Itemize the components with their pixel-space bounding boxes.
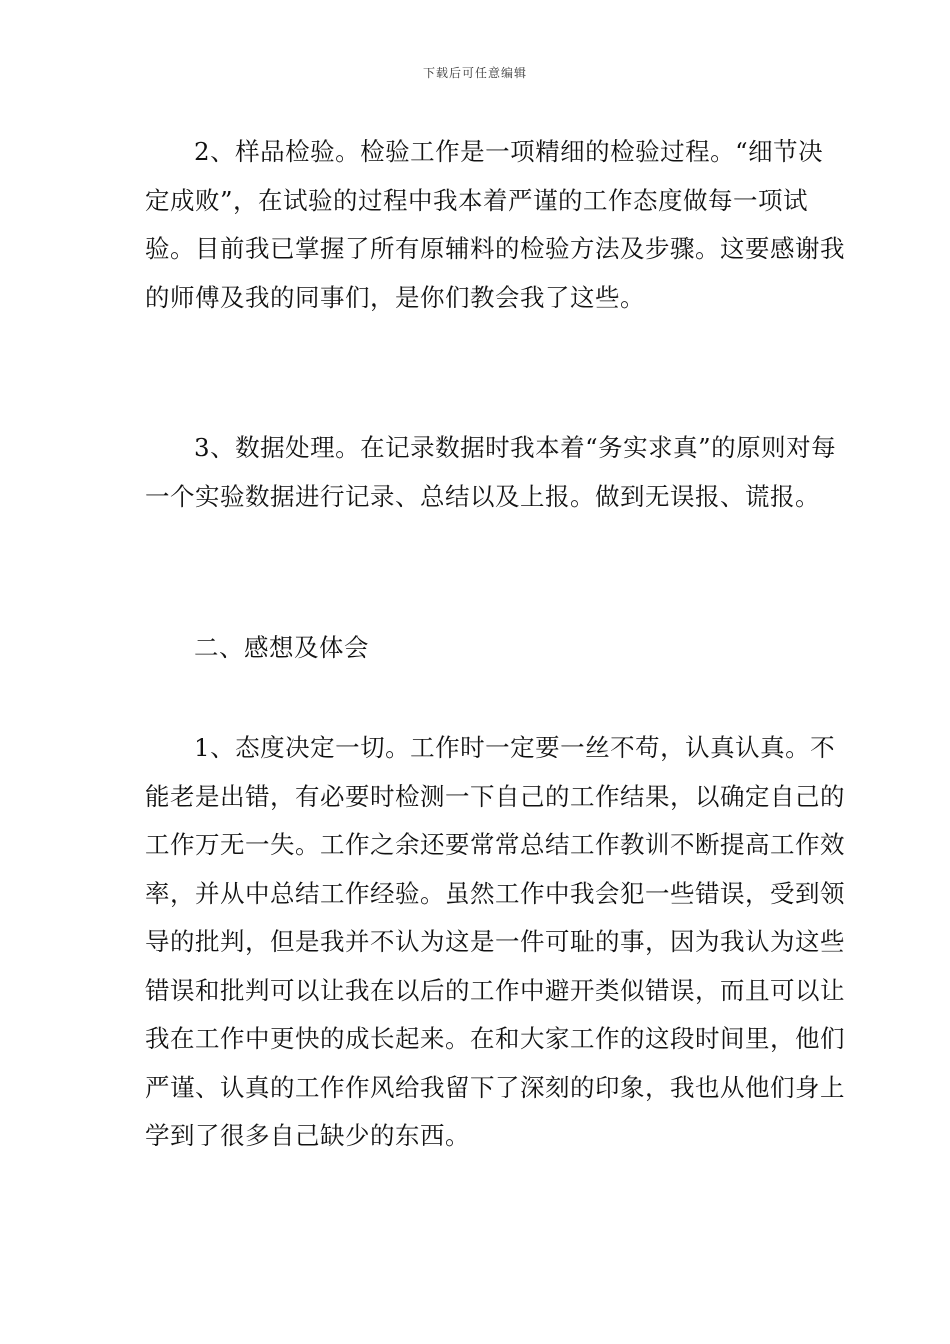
header-note: 下载后可任意编辑 xyxy=(422,66,527,80)
paragraph-sample-inspection: 2、样品检验。检验工作是一项精细的检验过程。“细节决定成败”，在试验的过程中我本着严谨的工作态度做每一项试验。目前我已掌握了所有原辅料的检验方法及步骤。这要感谢我的师傅及我的同事们，是你们教会我了这些。 xyxy=(145,137,845,312)
paragraph-attitude: 1、态度决定一切。工作时一定要一丝不苟，认真认真。不能老是出错，有必要时检测一下自己的工作结果，以确定自己的工作万无一失。工作之余还要常常总结工作教训不断提高工作效率，并从中总结工作经验。虽然工作中我会犯一些错误，受到领导的批判，但是我并不认为这是一件可耻的事，因为我认为这些错误和批判可以让我在以后的工作中避开类似错误，而且可以让我在工作中更快的成长起来。在和大家工作的这段时间里，他们严谨、认真的工作作风给我留下了深刻的印象，我也从他们身上学到了很多自己缺少的东西。 xyxy=(145,733,845,1150)
paragraph-data-processing: 3、数据处理。在记录数据时我本着“务实求真”的原则对每一个实验数据进行记录、总结以及上报。做到无误报、谎报。 xyxy=(145,433,837,511)
section-heading: 二、感想及体会 xyxy=(194,633,369,662)
